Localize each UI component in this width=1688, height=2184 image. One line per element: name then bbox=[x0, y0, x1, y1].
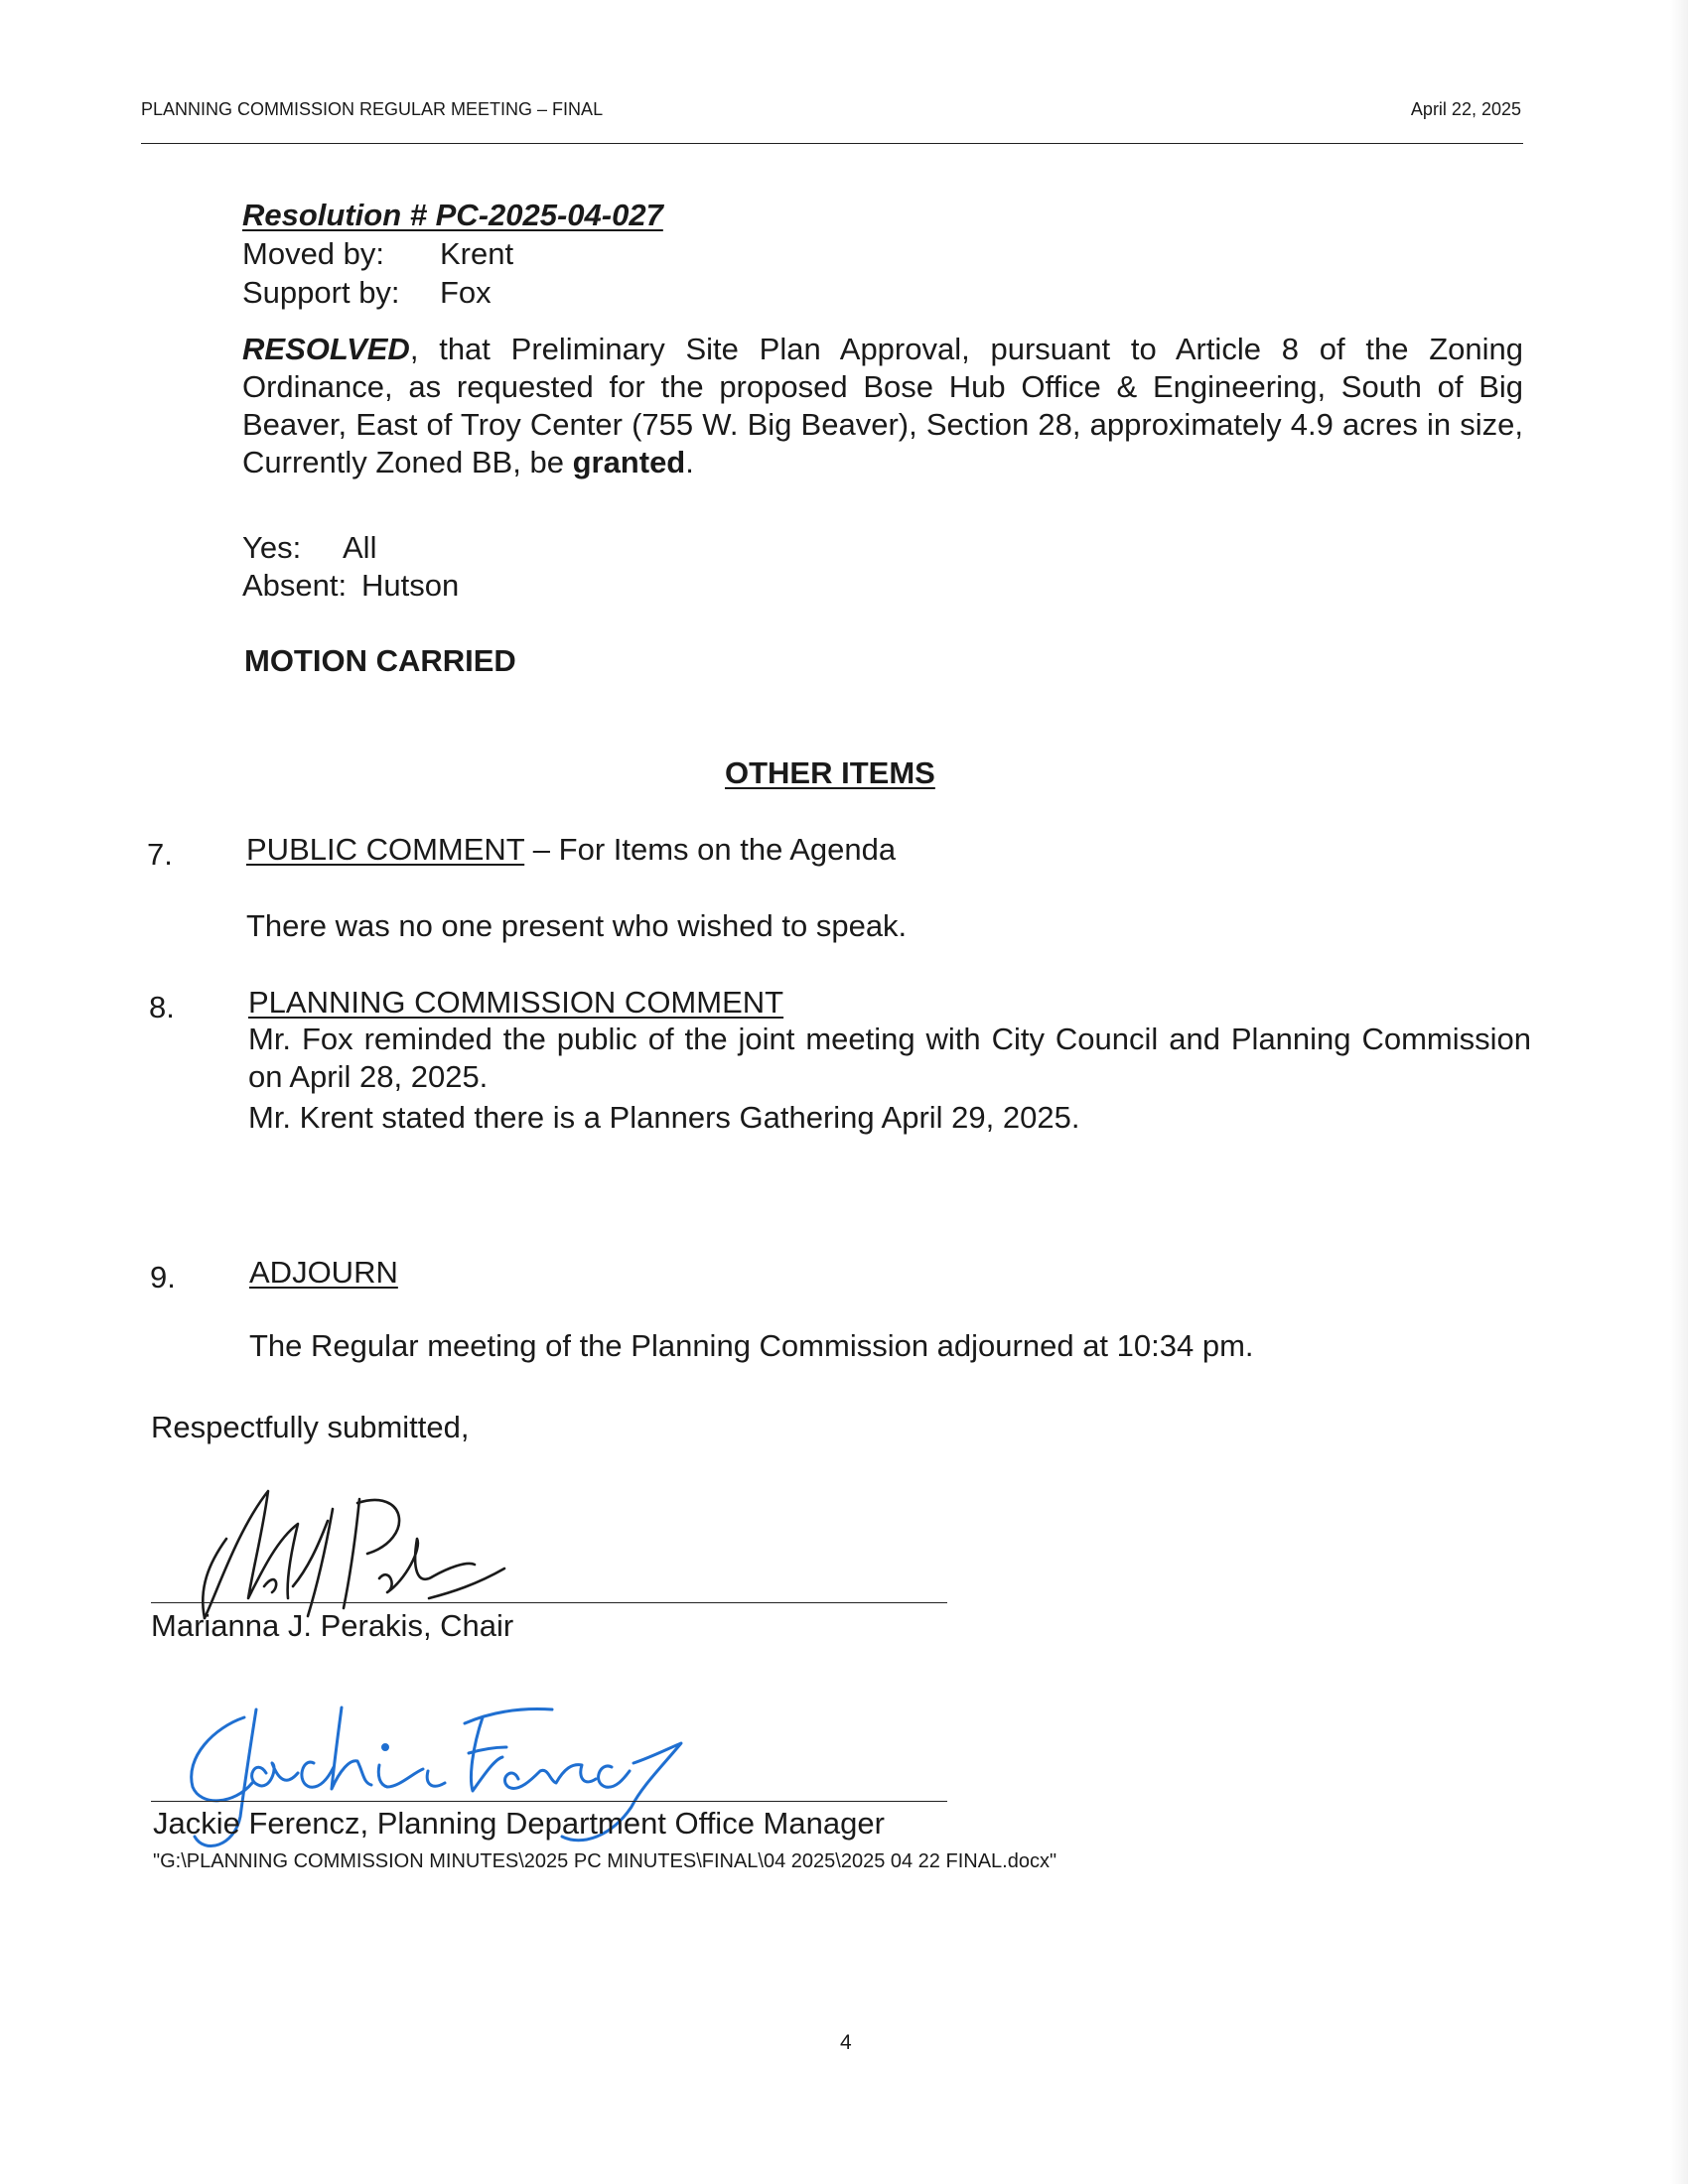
vote-yes-label: Yes: bbox=[242, 530, 302, 565]
item-title: PUBLIC COMMENT bbox=[246, 832, 525, 867]
item-text: The Regular meeting of the Planning Commission adjourned at 10:34 pm. bbox=[249, 1328, 1254, 1363]
page-number: 4 bbox=[840, 2031, 852, 2054]
chair-name: Marianna J. Perakis, Chair bbox=[151, 1608, 514, 1643]
moved-by-value: Krent bbox=[440, 236, 514, 271]
vote-absent-value: Hutson bbox=[361, 568, 460, 603]
resolved-word: RESOLVED bbox=[242, 332, 410, 366]
motion-carried: MOTION CARRIED bbox=[244, 643, 516, 678]
item-title: ADJOURN bbox=[249, 1255, 398, 1290]
closing-text: Respectfully submitted, bbox=[151, 1410, 470, 1444]
resolution-title: Resolution # PC-2025-04-027 bbox=[242, 198, 663, 232]
vote-yes-value: All bbox=[343, 530, 377, 565]
resolution-paragraph bbox=[242, 331, 1523, 481]
manager-name: Jackie Ferencz, Planning Department Office Manager bbox=[153, 1806, 885, 1841]
item-text: There was no one present who wished to speak. bbox=[246, 908, 908, 943]
item-title-line bbox=[246, 831, 896, 869]
item-title-suffix: – For Items on the Agenda bbox=[524, 832, 897, 867]
resolution-body: , that Preliminary Site Plan Approval, pursuant to Article 8 of the Zoning Ordinance, as requested for the proposed Bose Hub Office & Engineering, South of Big Beaver, East of Troy Center (755 W. Big Beaver), Section 28, approximately 4.9 acres in size, Currently Zoned BB, be bbox=[242, 332, 1523, 479]
document-file-path: "G:\PLANNING COMMISSION MINUTES\2025 PC MINUTES\FINAL\04 2025\2025 04 22 FINAL.docx" bbox=[153, 1850, 1057, 1872]
item-text: Mr. Krent stated there is a Planners Gathering April 29, 2025. bbox=[248, 1100, 1080, 1135]
item-number: 8. bbox=[149, 990, 175, 1024]
item-text: Mr. Fox reminded the public of the joint meeting with City Council and Planning Commission on April 28, 2025. bbox=[248, 1022, 1531, 1094]
support-by-label: Support by: bbox=[242, 275, 400, 310]
item-number: 7. bbox=[147, 837, 173, 872]
item-number: 9. bbox=[150, 1260, 176, 1295]
vote-absent-label: Absent: bbox=[242, 568, 348, 603]
chair-signature-line bbox=[151, 1602, 947, 1603]
manager-signature-line bbox=[151, 1801, 947, 1802]
scan-edge-shadow bbox=[1670, 0, 1688, 2184]
moved-by-label: Moved by: bbox=[242, 236, 385, 271]
other-items-heading: OTHER ITEMS bbox=[725, 755, 935, 790]
chair-signature bbox=[169, 1469, 506, 1628]
item-title: PLANNING COMMISSION COMMENT bbox=[248, 985, 784, 1020]
resolution-period: . bbox=[685, 445, 694, 479]
support-by-value: Fox bbox=[440, 275, 492, 310]
running-header-date: April 22, 2025 bbox=[1410, 99, 1521, 119]
granted-word: granted bbox=[572, 445, 686, 479]
header-rule bbox=[141, 143, 1523, 144]
running-header-title: PLANNING COMMISSION REGULAR MEETING – FINAL bbox=[141, 99, 604, 119]
